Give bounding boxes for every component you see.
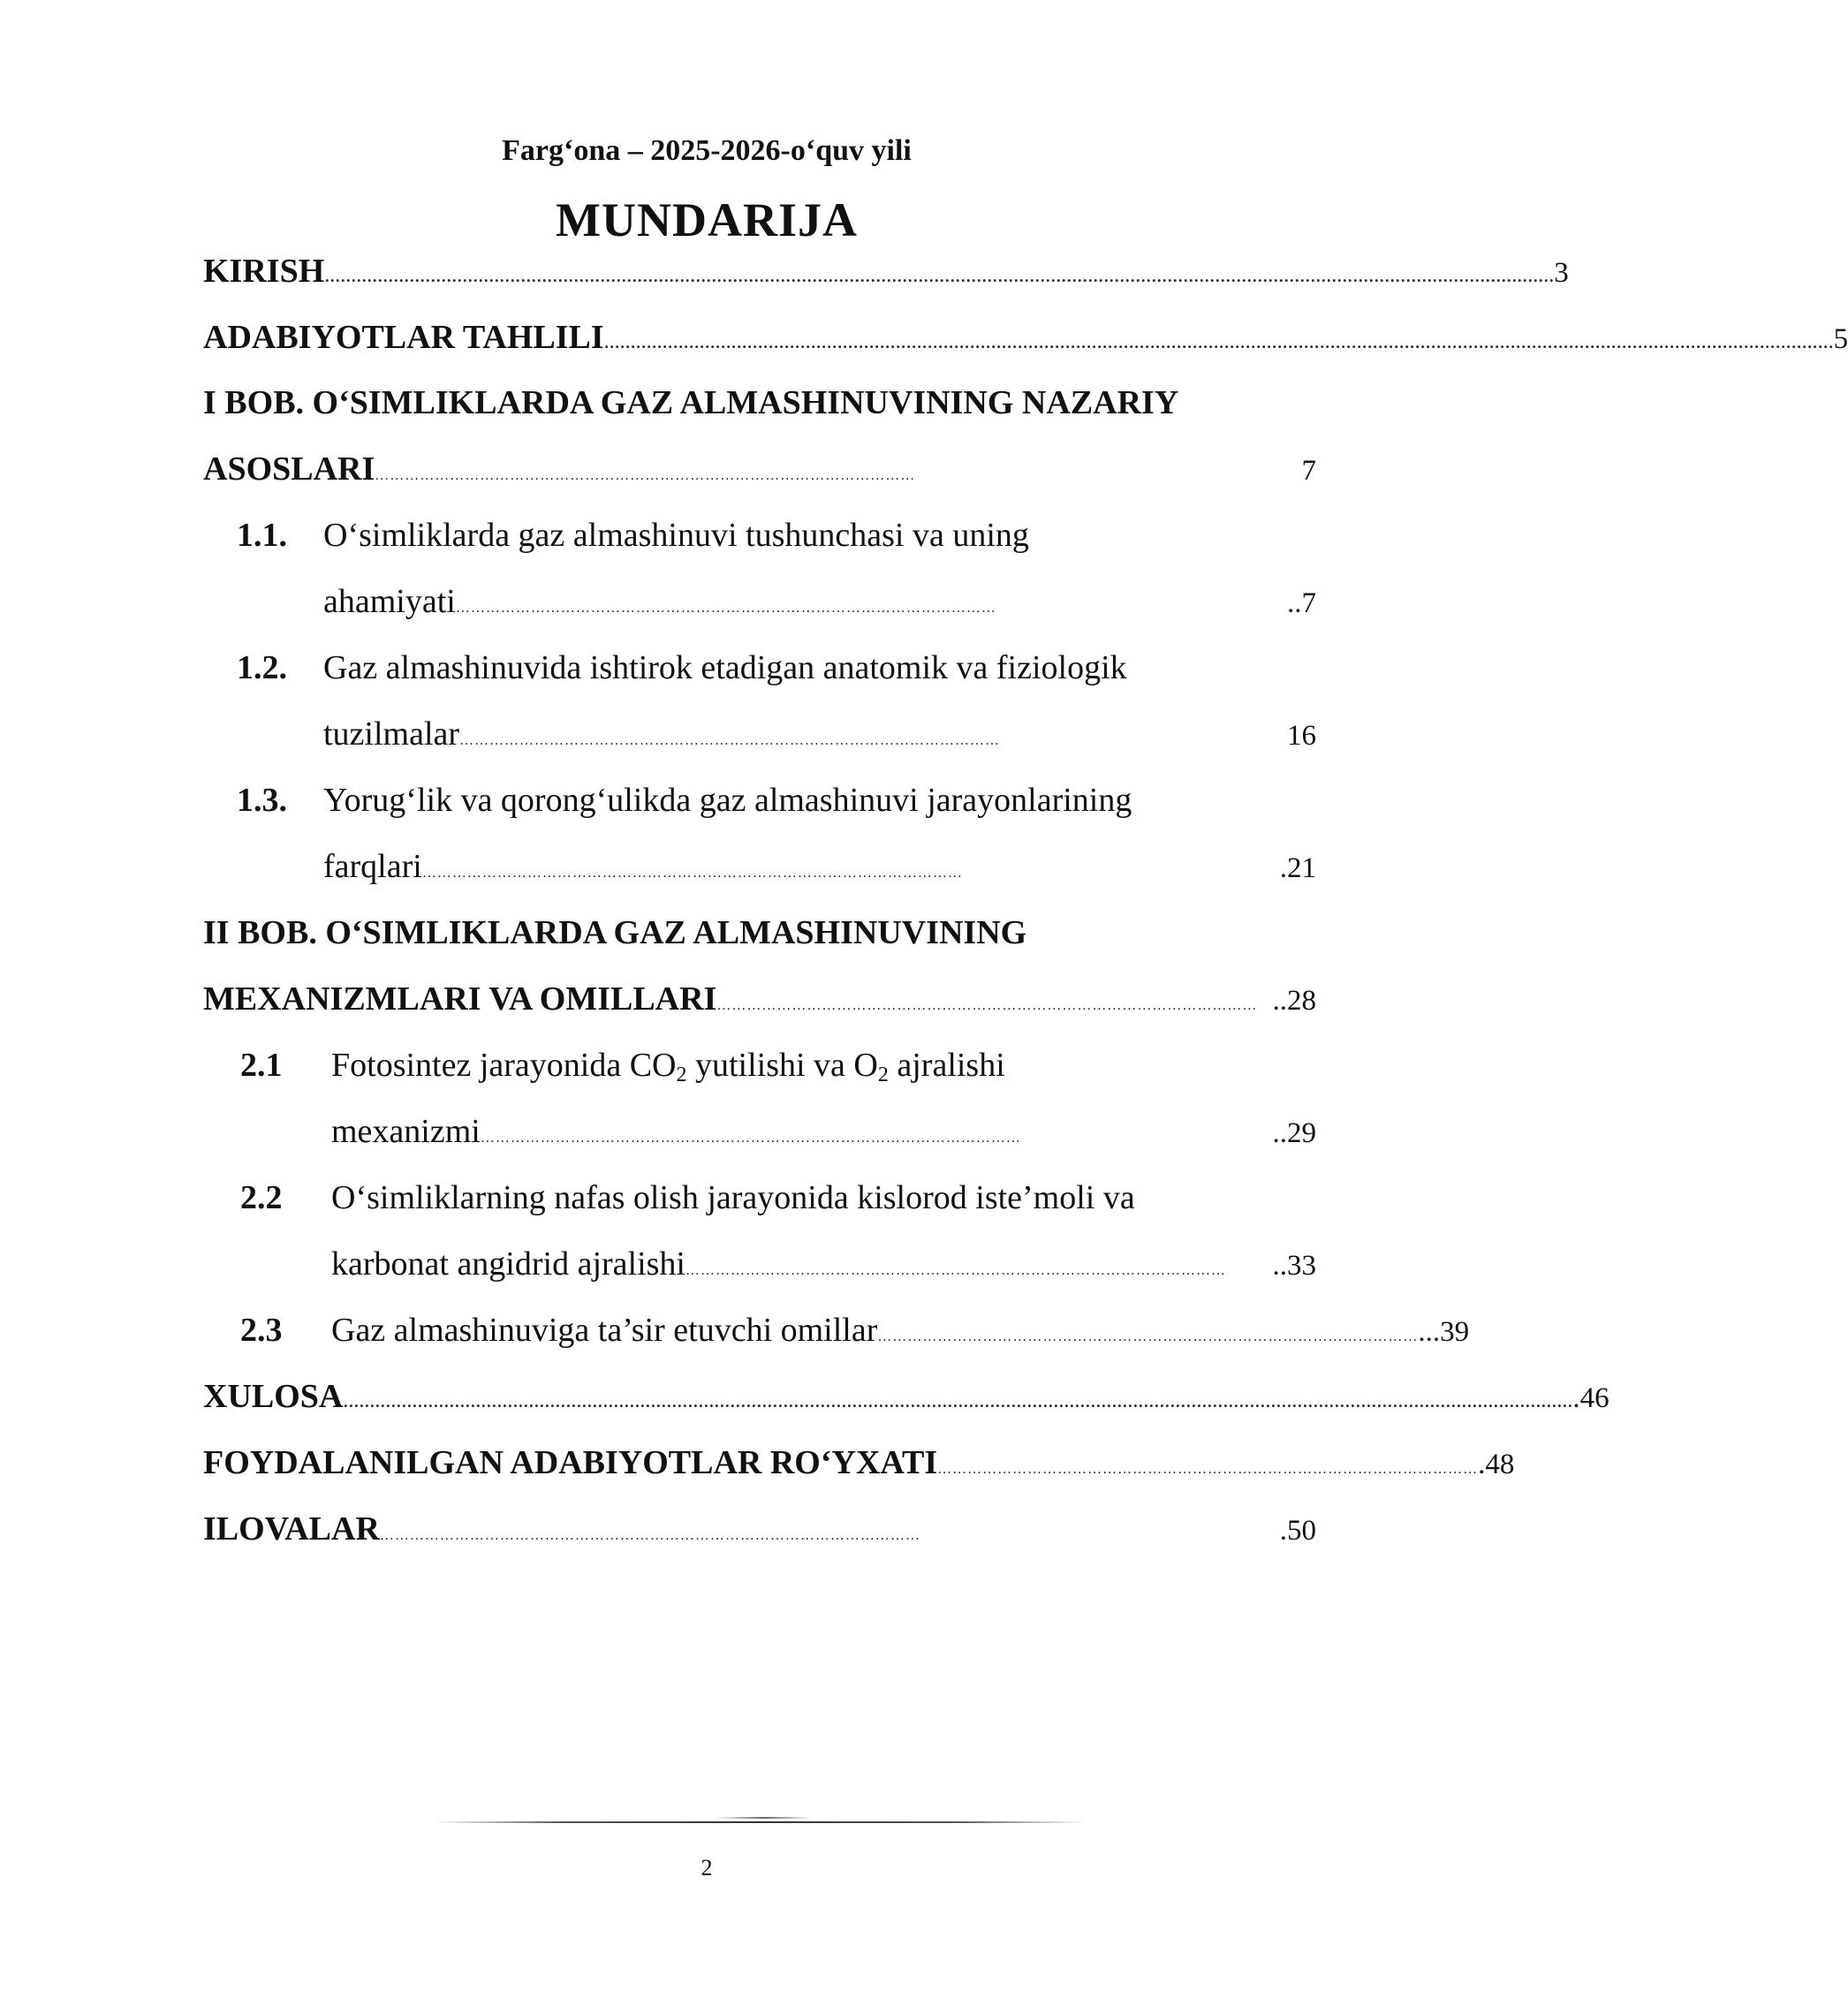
toc-label-part: yutilishi va O	[686, 1047, 878, 1084]
toc-page: ..33	[1272, 1250, 1316, 1282]
toc-label: ASOSLARI	[203, 450, 375, 488]
subscript: 2	[676, 1063, 687, 1086]
footer-divider	[433, 1821, 1087, 1823]
toc-page: .48	[1478, 1449, 1515, 1480]
dot-leader: ………………………………………………………………………………………………	[937, 1462, 1479, 1477]
dot-leader: ………………………………………………………………………………………………	[459, 733, 1001, 748]
toc-label: Yorug‘lik va qorong‘ulikda gaz almashinuvi jarayonlarining	[323, 782, 1132, 819]
footer-ornament	[716, 1817, 813, 1819]
dot-leader: ………………………………………………………………………………………………	[421, 866, 963, 881]
page-number: 2	[701, 1855, 713, 1881]
toc-label: ahamiyati	[323, 583, 456, 620]
toc-label: O‘simliklarda gaz almashinuvi tushunchasi va uning	[323, 517, 1029, 554]
toc-page: 3	[1554, 257, 1569, 289]
toc-label: XULOSA	[203, 1378, 344, 1415]
toc-entry-kirish[interactable]	[203, 252, 1569, 299]
toc-section-number: 2.1	[240, 1047, 283, 1084]
toc-label: II BOB. O‘SIMLIKLARDA GAZ ALMASHINUVINING	[203, 914, 1027, 951]
toc-entry-2-2-line2[interactable]	[331, 1245, 1316, 1292]
dot-leader: ………………………………………………………………………………………………	[379, 1528, 920, 1543]
toc-label: karbonat angidrid ajralishi	[331, 1245, 685, 1283]
toc-label: Gaz almashinuviga ta’sir etuvchi omillar	[331, 1312, 878, 1349]
toc-entry-bob2-line2[interactable]	[203, 980, 1316, 1027]
subscript: 2	[877, 1063, 889, 1086]
toc-entry-2-2-line1[interactable]	[331, 1178, 1316, 1226]
toc-page: ..29	[1272, 1117, 1316, 1149]
toc-section-number: 1.1.	[237, 517, 287, 554]
toc-entry-1-2-line2[interactable]	[323, 715, 1316, 762]
page-title: MUNDARIJA	[556, 193, 858, 246]
toc-entry-2-3[interactable]	[331, 1311, 1470, 1358]
toc-label: tuzilmalar	[323, 715, 460, 753]
dot-leader: ........................................................................................................................................................................................................................................	[343, 1389, 1573, 1412]
toc-entry-bob2-line1[interactable]	[203, 913, 1316, 961]
toc-page: ...39	[1418, 1316, 1470, 1348]
toc-page: ..7	[1287, 587, 1316, 619]
toc-page: 7	[1301, 455, 1316, 487]
dot-leader: ………………………………………………………………………………………………	[455, 601, 996, 616]
toc-label: MEXANIZMLARI VA OMILLARI	[203, 980, 717, 1018]
toc-label: ILOVALAR	[203, 1510, 380, 1548]
toc-entry-1-1-line2[interactable]	[323, 582, 1316, 630]
dot-leader: ………………………………………………………………………………………………	[480, 1131, 1021, 1146]
toc-entry-adabiyotlar[interactable]	[203, 318, 1848, 366]
toc-label: O‘simliklarning nafas olish jarayonida kislorod iste’moli va	[331, 1179, 1135, 1216]
toc-page: ..28	[1272, 985, 1316, 1017]
toc-entry-1-2-line1[interactable]	[323, 648, 1316, 696]
toc-label: farqlari	[323, 848, 422, 885]
toc-page: .46	[1572, 1382, 1609, 1414]
header-location-year: Farg‘ona – 2025-2026-o‘quv yili	[502, 134, 912, 167]
toc-label: ADABIYOTLAR TAHLILI	[203, 319, 604, 356]
toc-entry-2-1-line1[interactable]	[331, 1046, 1316, 1094]
toc-entry-bob1-line2[interactable]	[203, 450, 1316, 497]
toc-section-number: 2.2	[240, 1179, 283, 1216]
dot-leader: ........................................................................................................................................................................................................................................	[603, 330, 1834, 353]
toc-page: 16	[1287, 720, 1316, 752]
dot-leader: ………………………………………………………………………………………………	[375, 468, 916, 483]
dot-leader: ........................................................................................................................................................................................................................................	[324, 264, 1555, 287]
toc-label: mexanizmi	[331, 1113, 481, 1150]
toc-entry-xulosa[interactable]	[203, 1377, 1609, 1425]
toc-entry-1-3-line2[interactable]	[323, 847, 1316, 895]
toc-entry-foydalanilgan[interactable]	[203, 1443, 1515, 1491]
toc-entry-bob1-line1[interactable]	[203, 383, 1316, 431]
dot-leader: ………………………………………………………………………………………………	[685, 1263, 1226, 1278]
toc-entry-ilovalar[interactable]	[203, 1510, 1316, 1557]
toc-page: .50	[1279, 1515, 1316, 1547]
toc-section-number: 2.3	[240, 1312, 283, 1349]
toc-section-number: 1.2.	[237, 649, 287, 686]
toc-label-part: Fotosintez jarayonida CO	[331, 1047, 677, 1084]
toc-label: KIRISH	[203, 253, 325, 290]
toc-label-part: ajralishi	[888, 1047, 1005, 1084]
toc-entry-2-1-line2[interactable]	[331, 1112, 1316, 1160]
toc-label: I BOB. O‘SIMLIKLARDA GAZ ALMASHINUVINING NAZARIY	[203, 384, 1179, 421]
toc-label: Gaz almashinuvida ishtirok etadigan anatomik va fiziologik	[323, 649, 1127, 686]
toc-label	[331, 1046, 1005, 1085]
toc-entry-1-1-line1[interactable]	[323, 516, 1316, 564]
dot-leader: ………………………………………………………………………………………………	[716, 998, 1258, 1013]
toc-section-number: 1.3.	[237, 782, 287, 819]
toc-page: 5	[1833, 323, 1848, 355]
toc-page: .21	[1279, 852, 1316, 884]
dot-leader: ………………………………………………………………………………………………	[877, 1329, 1419, 1344]
toc-label: FOYDALANILGAN ADABIYOTLAR RO‘YXATI	[203, 1444, 938, 1481]
toc-entry-1-3-line1[interactable]	[323, 781, 1316, 829]
